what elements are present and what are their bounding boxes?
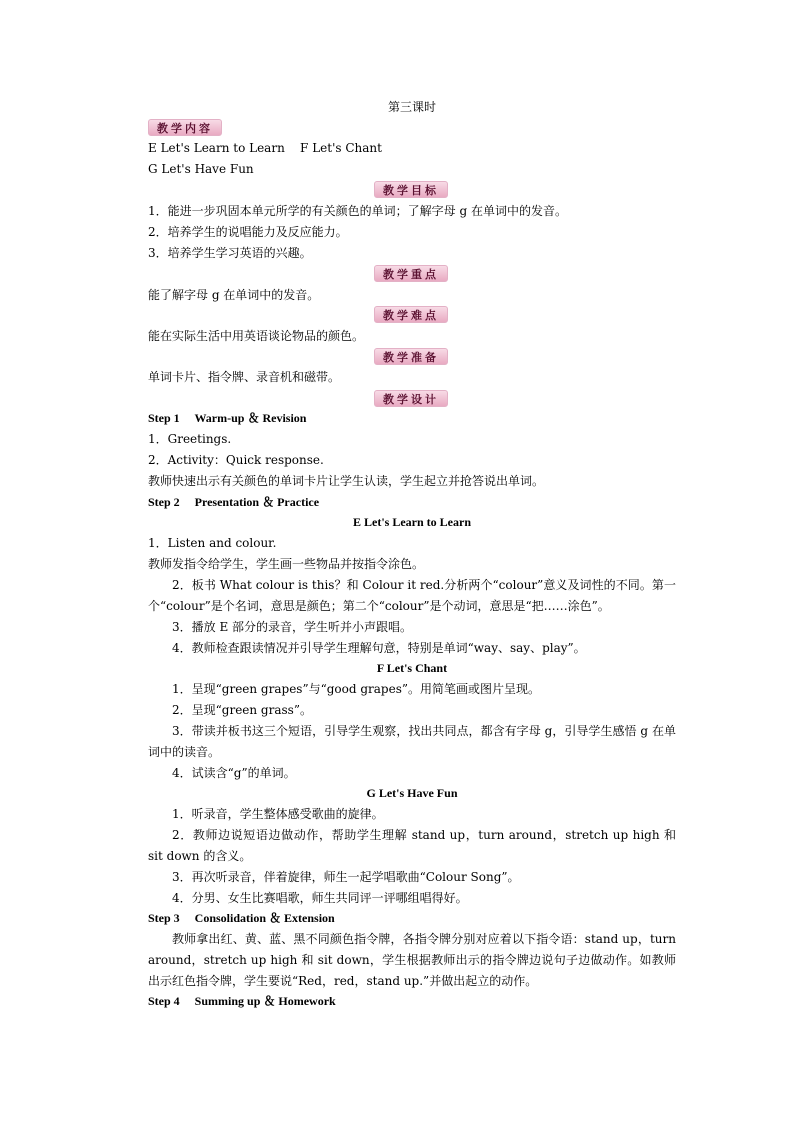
badge-key-point: 教学重点 <box>374 265 448 282</box>
section-e-line: 2．板书 What colour is this？和 Colour it red.分析两个“colour”意义及词性的不同。第一个“colour”是个名词，意思是颜色；第二个“colour”是个动词，意思是“把……涂色”。 <box>148 578 676 613</box>
badge-difficult-point: 教学难点 <box>374 306 448 323</box>
step3-text: 教师拿出红、黄、蓝、黑不同颜色指令牌，各指令牌分别对应着以下指令语：stand up，turn around，stretch up high 和 sit down，学生根据教师出示的指令牌边说句子边做动作。如教师出示红色指令牌，学生要说“Red，red，stand up.”并做出起立的动作。 <box>148 932 676 988</box>
section-g-line: 4．分男、女生比赛唱歌，师生共同评一评哪组唱得好。 <box>172 891 468 905</box>
content-line-1: E Let's Learn to Learn F Let's Chant <box>148 141 382 155</box>
step1-text: 教师快速出示有关颜色的单词卡片让学生认读，学生起立并抢答说出单词。 <box>148 474 545 488</box>
badge-teaching-design: 教学设计 <box>374 390 448 407</box>
key-point-text: 能了解字母 g 在单词中的发音。 <box>148 288 320 302</box>
section-e-line: 4．教师检查跟读情况并引导学生理解句意，特别是单词“way、say、play”。 <box>172 641 586 655</box>
badge-preparation: 教学准备 <box>374 348 448 365</box>
section-g-line: 2．教师边说短语边做动作，帮助学生理解 stand up，turn around，stretch up high 和 sit down 的含义。 <box>148 828 676 863</box>
section-g-line: 1．听录音，学生整体感受歌曲的旋律。 <box>172 807 384 821</box>
step1-item: 1．Greetings. <box>148 432 232 446</box>
difficult-point-text: 能在实际生活中用英语谈论物品的颜色。 <box>148 329 365 343</box>
section-f-line: 4．试读含“g”的单词。 <box>172 766 296 780</box>
step1-heading: Step 1 Warm-up ＆ Revision <box>148 411 307 425</box>
step3-heading: Step 3 Consolidation ＆ Extension <box>148 911 335 925</box>
section-e-line: 3．播放 E 部分的录音，学生听并小声跟唱。 <box>172 620 413 634</box>
section-f-line: 2．呈现“green grass”。 <box>172 703 312 717</box>
goal-item: 2．培养学生的说唱能力及反应能力。 <box>148 225 348 239</box>
section-g-line: 3．再次听录音，伴着旋律，师生一起学唱歌曲“Colour Song”。 <box>172 870 520 884</box>
section-f-title: F Let's Chant <box>376 661 448 675</box>
section-e-line: 教师发指令给学生，学生画一些物品并按指令涂色。 <box>148 557 425 571</box>
section-f-line: 1．呈现“green grapes”与“good grapes”。用简笔画或图片呈现。 <box>172 682 540 696</box>
step4-heading: Step 4 Summing up ＆ Homework <box>148 994 336 1008</box>
goal-item: 3．培养学生学习英语的兴趣。 <box>148 246 312 260</box>
step2-heading: Step 2 Presentation ＆ Practice <box>148 495 320 509</box>
badge-teaching-goals: 教学目标 <box>374 181 448 198</box>
section-g-title: G Let's Have Fun <box>366 786 458 800</box>
badge-teaching-content: 教学内容 <box>148 119 222 136</box>
section-e-line: 1．Listen and colour. <box>148 536 277 550</box>
content-line-2: G Let's Have Fun <box>148 162 254 176</box>
lesson-title: 第三课时 <box>387 100 436 114</box>
goal-item: 1．能进一步巩固本单元所学的有关颜色的单词；了解字母 g 在单词中的发音。 <box>148 204 567 218</box>
section-e-title: E Let's Learn to Learn <box>353 515 471 529</box>
step1-item: 2．Activity：Quick response. <box>148 453 324 467</box>
preparation-text: 单词卡片、指令牌、录音机和磁带。 <box>148 370 341 384</box>
section-f-line: 3．带读并板书这三个短语，引导学生观察，找出共同点，都含有字母 g，引导学生感悟 g 在单词中的读音。 <box>148 724 676 759</box>
